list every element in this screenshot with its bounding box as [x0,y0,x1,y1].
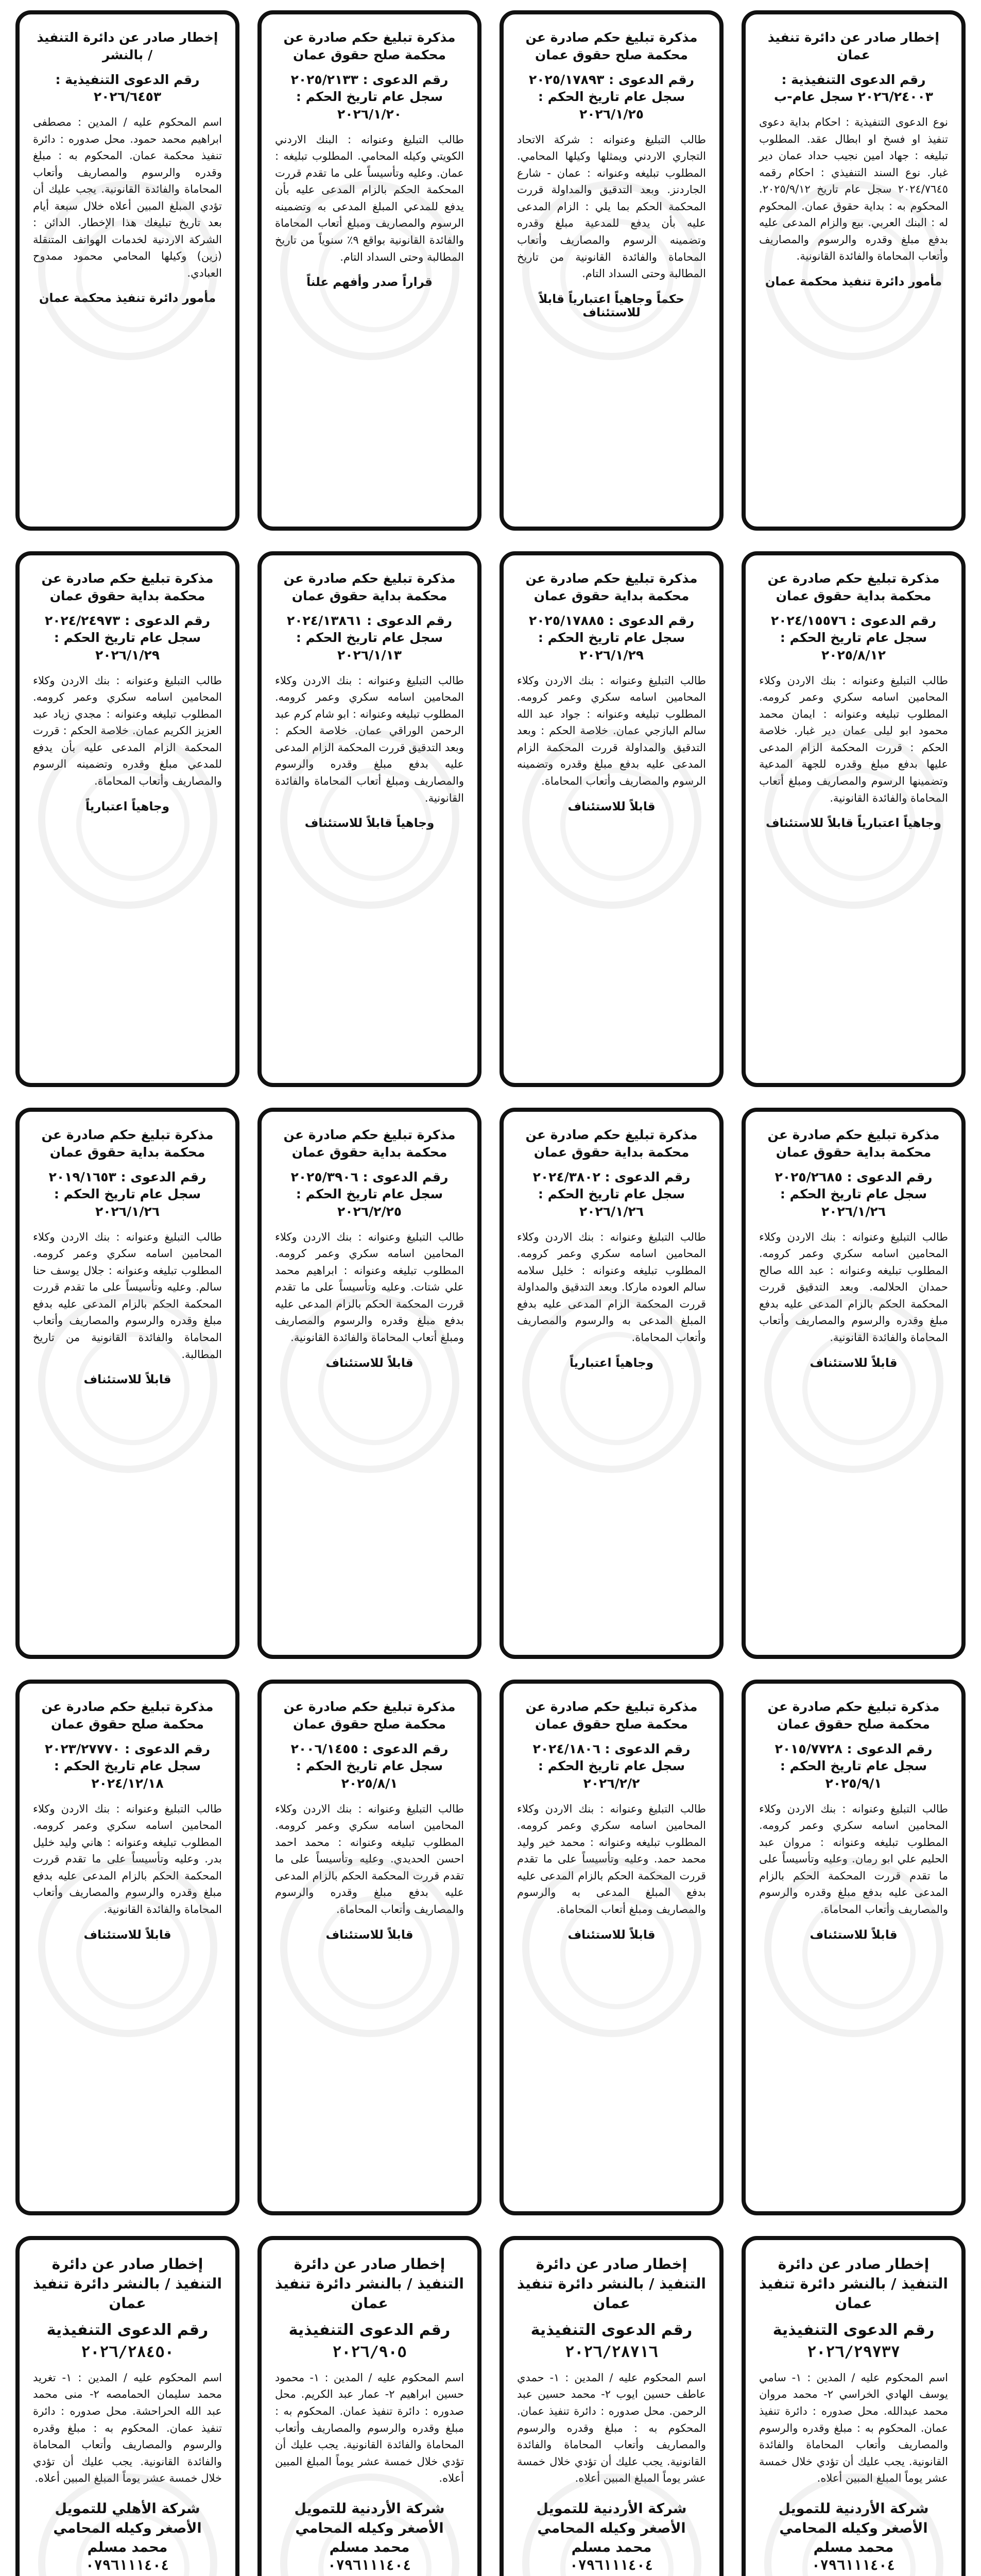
case-reference: رقم الدعوى : ٢٠٢٤/١٣٨٦١ سجل عام تاريخ الحكم : ٢٠٢٦/١/١٣ [286,613,452,663]
case-reference: رقم الدعوى : ٢٠٢٤/١٨٠٦ سجل عام تاريخ الحكم : ٢٠٢٦/٢/٢ [532,1741,691,1791]
notice-signature: حكماً وجاهياً اعتبارياً قابلاً للاستئناف [539,292,684,319]
execution-notice-card [742,2236,966,2576]
notice-body: طالب التبليغ وعنوانه : بنك الاردن وكلاء المحامين اسامه سكري وعمر كرومه. المطلوب تبليغه وعنوانه : جواد عبد الله سالم البازجي عمان. خلاصة الحكم : وبعد التدقيق والمداولة قررت المحكمة الزام المدعى عليه بدفع مبلغ وقدره وتضمينه الرسوم والمصاريف وأتعاب المحاماة. [517,674,706,788]
notice-signature: وجاهياً اعتبارياً [569,1356,653,1370]
notice-heading: مذكرة تبليغ حكم صادرة عن محكمة صلح حقوق عمان [283,30,456,62]
notice-card [15,1680,239,2215]
notice-body: طالب التبليغ وعنوانه : بنك الاردن وكلاء المحامين اسامه سكري وعمر كرومه. المطلوب تبليغه وعنوانه : هاني وليد خليل بدر. وعليه وتأسيساً على ما تقدم قررت المحكمة الحكم بالزام المدعى عليه بدفع مبلغ وقدره والرسوم والمصاريف وأتعاب المحاماة والفائدة القانونية. [33,1802,222,1916]
case-reference: رقم الدعوى : ٢٠٢٤/٣٨٠٢ سجل عام تاريخ الحكم : ٢٠٢٦/١/٢٦ [532,1169,691,1219]
notice-signature: مأمور دائرة تنفيذ محكمة عمان [765,275,942,289]
notice-card [15,10,239,531]
notice-heading: مذكرة تبليغ حكم صادرة عن محكمة صلح حقوق عمان [283,1699,456,1732]
notice-body: طالب التبليغ وعنوانه : بنك الاردن وكلاء المحامين اسامه سكري وعمر كرومه. المطلوب تبليغه وعنوانه : محمد احمد احسن الحديدي. وعليه وتأسيساً على ما تقدم قررت المحكمة الحكم بالزام المدعى عليه بدفع مبلغ وقدره والرسوم والمصاريف وأتعاب المحاماة. [275,1802,464,1916]
notice-body: طالب التبليغ وعنوانه : شركة الاتحاد التجاري الاردني ويمثلها وكيلها المحامي. المطلوب تبليغه وعنوانه : عمان - شارع الجاردنز. وبعد التدقيق والمداولة قررت المحكمة الحكم بما يلي : الزام المدعى عليه بأن يدفع للمدعية مبلغ وقدره وتضمينه الرسوم والمصاريف وأتعاب المحاماة والفائدة القانونية من تاريخ المطالبة وحتى السداد التام. [517,133,706,280]
notice-body: طالب التبليغ وعنوانه : بنك الاردن وكلاء المحامين اسامه سكري وعمر كرومه. المطلوب تبليغه وعنوانه : مروان عبد الحليم علي ابو رمان. وعليه وتأسيساً على ما تقدم قررت المحكمة الحكم بالزام المدعى عليه بدفع مبلغ وقدره والرسوم والمصاريف وأتعاب المحاماة. [759,1802,948,1916]
case-reference: رقم الدعوى : ٢٠٠٦/١٤٥٥ سجل عام تاريخ الحكم : ٢٠٢٥/٨/١ [290,1741,449,1791]
notice-card [257,1680,481,2215]
case-number: ٢٠٢٦/٢٨٤٥٠ [81,2343,174,2361]
notice-card [742,551,966,1087]
notice-body: طالب التبليغ وعنوانه : بنك الاردن وكلاء المحامين اسامه سكري وعمر كرومه. المطلوب تبليغه وعنوانه : ابراهيم محمد علي شتات. وعليه وتأسيساً على ما تقدم قررت المحكمة الحكم بالزام المدعى عليه بدفع مبلغ وقدره والرسوم والمصاريف ومبلغ أتعاب المحاماة والفائدة القانونية. [275,1230,464,1344]
notice-heading: مذكرة تبليغ حكم صادرة عن محكمة صلح حقوق عمان [525,30,698,62]
notice-heading: مذكرة تبليغ حكم صادرة عن محكمة بداية حقوق عمان [41,1127,214,1160]
notice-body: اسم المحكوم عليه / المدين : ١- حمدي عاطف حسين ايوب ٢- محمد حسين عبد الرحمن. محل صدوره : دائرة تنفيذ عمان. المحكوم به : مبلغ وقدره والرسوم والمصاريف وأتعاب المحاماة والفائدة القانونية. يجب عليك أن تؤدي خلال خمسة عشر يوماً المبلغ المبين أعلاه. [517,2371,706,2485]
notice-heading: مذكرة تبليغ حكم صادرة عن محكمة صلح حقوق عمان [767,1699,940,1732]
notice-body: طالب التبليغ وعنوانه : بنك الاردن وكلاء المحامين اسامه سكري وعمر كرومه. المطلوب تبليغه وعنوانه : جلال يوسف حنا سالم. وعليه وتأسيساً على ما تقدم قررت المحكمة الحكم بالزام المدعى عليه بدفع مبلغ وقدره والرسوم والمصاريف وأتعاب المحاماة والفائدة القانونية من تاريخ المطالبة. [33,1230,222,1361]
notice-card [500,551,724,1087]
case-reference: رقم الدعوى : ٢٠٢٤/١٥٥٧٦ سجل عام تاريخ الحكم : ٢٠٢٥/٨/١٢ [770,613,936,663]
notice-signature: قابلاً للاستئناف [810,1356,898,1370]
notice-card [742,1680,966,2215]
notice-heading: مذكرة تبليغ حكم صادرة عن محكمة بداية حقوق عمان [525,571,698,603]
case-reference-label: رقم الدعوى التنفيذية [772,2321,935,2340]
notice-card [500,1108,724,1659]
case-reference-label: رقم الدعوى التنفيذية [288,2321,451,2340]
notice-heading: إخطار صادر عن دائرة التنفيذ / بالنشر دائرة تنفيذ عمان [275,2256,464,2312]
notice-body: طالب التبليغ وعنوانه : بنك الاردن وكلاء المحامين اسامه سكري وعمر كرومه. المطلوب تبليغه وعنوانه : ايمان محمد محمود ابو ليلى عمان دير غبار. خلاصة الحكم : قررت المحكمة الزام المدعى عليها بدفع مبلغ وقدره للجهة المدعية وتضمينها الرسوم والمصاريف ومبلغ أتعاب المحاماة والفائدة القانونية. [759,674,948,804]
notice-signature: قابلاً للاستئناف [567,1928,656,1942]
notice-heading: مذكرة تبليغ حكم صادرة عن محكمة بداية حقوق عمان [283,571,456,603]
case-reference: رقم الدعوى التنفيذية : ٢٠٢٦/٢٤٠٠٣ سجل عام-ب [773,72,934,105]
notice-body: طالب التبليغ وعنوانه : بنك الاردن وكلاء المحامين اسامه سكري وعمر كرومه. المطلوب تبليغه وعنوانه : محمد خير وليد محمد حمد. وعليه وتأسيساً على ما تقدم قررت المحكمة الحكم بالزام المدعى عليه بدفع المبلغ المدعى به والرسوم والمصاريف ومبلغ أتعاب المحاماة. [517,1802,706,1916]
creditor-company: شركة الأردنية للتمويل الأصغر وكيله المحامي محمد مسلم [294,2500,445,2556]
notice-card [257,551,481,1087]
contact-phone: ٠٧٩٦١١١٤٠٤ [812,2557,896,2574]
contact-phone: ٠٧٩٦١١١٤٠٤ [570,2557,653,2574]
notice-card [257,10,481,531]
creditor-company: شركة الأردنية للتمويل الأصغر وكيله المحامي محمد مسلم [536,2500,687,2556]
case-reference: رقم الدعوى : ٢٠٢٥/١٧٨٩٣ سجل عام تاريخ الحكم : ٢٠٢٦/١/٢٥ [528,72,694,122]
notice-body: اسم المحكوم عليه / المدين : ١- تغريد محمد سليمان الحمامصه ٢- منى محمد عبد الله الحراحشة. محل صدوره : دائرة تنفيذ عمان. المحكوم به : مبلغ وقدره والرسوم والمصاريف وأتعاب المحاماة والفائدة القانونية. يجب عليك أن تؤدي خلال خمسة عشر يوماً المبلغ المبين أعلاه. [33,2371,222,2485]
notice-signature: قابلاً للاستئناف [567,800,656,814]
notice-heading: مذكرة تبليغ حكم صادرة عن محكمة بداية حقوق عمان [767,571,940,603]
case-number: ٢٠٢٦/٩٠٥ [332,2343,407,2361]
notice-heading: إخطار صادر عن دائرة التنفيذ / بالنشر دائرة تنفيذ عمان [33,2256,222,2312]
case-reference-label: رقم الدعوى التنفيذية [530,2321,693,2340]
notice-heading: مذكرة تبليغ حكم صادرة عن محكمة صلح حقوق عمان [41,1699,214,1732]
notice-body: طالب التبليغ وعنوانه : بنك الاردن وكلاء المحامين اسامه سكري وعمر كرومه. المطلوب تبليغه وعنوانه : خليل سلامه سالم العوده ماركا. وبعد التدقيق والمداولة قررت المحكمة الزام المدعى عليه بدفع المبلغ المدعى به والرسوم والمصاريف وأتعاب المحاماة. [517,1230,706,1344]
notice-heading: إخطار صادر عن دائرة تنفيذ عمان [767,30,940,62]
notice-card [15,1108,239,1659]
notice-heading: مذكرة تبليغ حكم صادرة عن محكمة بداية حقوق عمان [525,1127,698,1160]
case-reference: رقم الدعوى : ٢٠٢٥/٢١٣٣ سجل عام تاريخ الحكم : ٢٠٢٦/١/٢٠ [290,72,449,122]
notice-heading: إخطار صادر عن دائرة التنفيذ / بالنشر دائرة تنفيذ عمان [517,2256,706,2312]
notice-signature: قابلاً للاستئناف [83,1373,171,1387]
creditor-company: شركة الأردنية للتمويل الأصغر وكيله المحامي محمد مسلم [778,2500,929,2556]
notice-signature: وجاهياً قابلاً للاستئناف [304,817,435,831]
notice-signature: قراراً صدر وأفهم علناً [306,276,433,290]
case-number: ٢٠٢٦/٢٨٧١٦ [565,2343,658,2361]
notice-signature: قابلاً للاستئناف [325,1928,414,1942]
notice-signature: مأمور دائرة تنفيذ محكمة عمان [39,292,216,306]
notice-card [500,1680,724,2215]
notice-card [15,551,239,1087]
notice-heading: إخطار صادر عن دائرة التنفيذ / بالنشر دائرة تنفيذ عمان [759,2256,948,2312]
case-reference: رقم الدعوى التنفيذية : ٢٠٢٦/٦٤٥٣ [55,72,200,105]
case-reference: رقم الدعوى : ٢٠٢٥/٢٦٨٥ سجل عام تاريخ الحكم : ٢٠٢٦/١/٢٦ [775,1169,933,1219]
case-reference: رقم الدعوى : ٢٠٢٥/٣٩٠٦ سجل عام تاريخ الحكم : ٢٠٢٦/٢/٢٥ [290,1169,449,1219]
case-reference: رقم الدعوى : ٢٠١٩/١٦٥٣ سجل عام تاريخ الحكم : ٢٠٢٦/١/٢٦ [48,1169,206,1219]
notice-signature: وجاهياً اعتبارياً [85,800,169,814]
case-reference: رقم الدعوى : ٢٠٢٥/١٧٨٨٥ سجل عام تاريخ الحكم : ٢٠٢٦/١/٢٩ [528,613,694,663]
notice-body: طالب التبليغ وعنوانه : البنك الاردني الكويتي وكيله المحامي. المطلوب تبليغه : عمان. وعليه وتأسيساً على ما تقدم قررت المحكمة الحكم بالزام المدعى عليه بأن يدفع للمدعي المبلغ المدعى به وتضمينه الرسوم والمصاريف ومبلغ أتعاب المحاماة والفائدة القانونية بواقع ٩٪ سنوياً من تاريخ المطالبة وحتى السداد التام. [275,133,464,263]
case-reference: رقم الدعوى : ٢٠١٥/٧٧٢٨ سجل عام تاريخ الحكم : ٢٠٢٥/٩/١ [775,1741,933,1791]
notice-body: نوع الدعوى التنفيذية : احكام بداية دعوى تنفيذ او فسخ او ابطال عقد. المطلوب تبليغه : جهاد امين نجيب حداد عمان دير غبار. نوع السند التنفيذي : احكام رقمه ٢٠٢٤/٧٦٤٥ سجل عام تاريخ ٢٠٢٥/٩/١٢. المحكوم به : بداية حقوق عمان. المحكوم له : البنك العربي. بيع والزام المدعى عليه بدفع مبلغ وقدره والرسوم والمصاريف وأتعاب المحاماة والفائدة القانونية. [759,116,948,263]
case-number: ٢٠٢٦/٢٩٧٣٧ [807,2343,900,2361]
execution-notice-card [500,2236,724,2576]
notices-grid [15,10,966,2576]
notice-signature: وجاهياً اعتبارياً قابلاً للاستئناف [765,817,942,831]
notice-card [742,1108,966,1659]
contact-phone: ٠٧٩٦١١١٤٠٤ [328,2557,411,2574]
notice-card [500,10,724,531]
notice-body: طالب التبليغ وعنوانه : بنك الاردن وكلاء المحامين اسامه سكري وعمر كرومه. المطلوب تبليغه وعنوانه : عبد الله صالح حمدان الحلالمه. وبعد التدقيق قررت المحكمة الحكم بالزام المدعى عليه بدفع مبلغ وقدره والرسوم والمصاريف وأتعاب المحاماة والفائدة القانونية. [759,1230,948,1344]
creditor-company: شركة الأهلي للتمويل الأصغر وكيله المحامي محمد مسلم [53,2500,202,2556]
notice-heading: مذكرة تبليغ حكم صادرة عن محكمة بداية حقوق عمان [283,1127,456,1160]
case-reference-label: رقم الدعوى التنفيذية [46,2321,209,2340]
notice-heading: مذكرة تبليغ حكم صادرة عن محكمة صلح حقوق عمان [525,1699,698,1732]
notice-heading: إخطار صادر عن دائرة التنفيذ / بالنشر [37,30,218,62]
notice-body: طالب التبليغ وعنوانه : بنك الاردن وكلاء المحامين اسامه سكري وعمر كرومه. المطلوب تبليغه وعنوانه : ابو شام كرم عبد الرحمن الوراقي عمان. خلاصة الحكم : وبعد التدقيق قررت المحكمة الزام المدعى عليه بدفع مبلغ وقدره والرسوم والمصاريف ومبلغ أتعاب المحاماة والفائدة القانونية. [275,674,464,804]
notice-body: اسم المحكوم عليه / المدين : ١- محمود حسين ابراهيم ٢- عمار عبد الكريم. محل صدوره : دائرة تنفيذ عمان. المحكوم به : مبلغ وقدره والرسوم والمصاريف وأتعاب المحاماة والفائدة القانونية. يجب عليك أن تؤدي خلال خمسة عشر يوماً المبلغ المبين أعلاه. [275,2371,464,2485]
notice-card [742,10,966,531]
notice-signature: قابلاً للاستئناف [810,1928,898,1942]
notice-body: طالب التبليغ وعنوانه : بنك الاردن وكلاء المحامين اسامه سكري وعمر كرومه. المطلوب تبليغه وعنوانه : مجدي زياد عبد العزيز الكريم عمان. خلاصة الحكم : قررت المحكمة الزام المدعى عليه بأن يدفع للمدعي مبلغ وقدره وتضمينه الرسوم والمصاريف وأتعاب المحاماة. [33,674,222,788]
case-reference: رقم الدعوى : ٢٠٢٣/٢٧٧٧٠ سجل عام تاريخ الحكم : ٢٠٢٤/١٢/١٨ [44,1741,210,1791]
notice-card [257,1108,481,1659]
notice-signature: قابلاً للاستئناف [83,1928,171,1942]
execution-notice-card [257,2236,481,2576]
notice-body: اسم المحكوم عليه / المدين : مصطفى ابراهيم محمد حمود. محل صدوره : دائرة تنفيذ محكمة عمان. المحكوم به : مبلغ وقدره والرسوم والمصاريف وأتعاب المحاماة والفائدة القانونية. يجب عليك أن تؤدي المبلغ المبين أعلاه خلال سبعة أيام بعد تاريخ تبليغك هذا الإخطار. الدائن : الشركة الاردنية لخدمات الهواتف المتنقلة (زين) وكيلها المحامي محمود ممدوح العبادي. [33,116,222,279]
notice-signature: قابلاً للاستئناف [325,1356,414,1370]
notice-heading: مذكرة تبليغ حكم صادرة عن محكمة بداية حقوق عمان [41,571,214,603]
execution-notice-card [15,2236,239,2576]
case-reference: رقم الدعوى : ٢٠٢٤/٢٤٩٧٣ سجل عام تاريخ الحكم : ٢٠٢٦/١/٢٩ [44,613,210,663]
notice-heading: مذكرة تبليغ حكم صادرة عن محكمة بداية حقوق عمان [767,1127,940,1160]
notice-body: اسم المحكوم عليه / المدين : ١- سامي يوسف الهادي الخراسي ٢- محمد مروان محمد عبدالله. محل صدوره : دائرة تنفيذ عمان. المحكوم به : مبلغ وقدره والرسوم والمصاريف وأتعاب المحاماة والفائدة القانونية. يجب عليك أن تؤدي خلال خمسة عشر يوماً المبلغ المبين أعلاه. [759,2371,948,2485]
contact-phone: ٠٧٩٦١١١٤٠٤ [85,2557,169,2574]
